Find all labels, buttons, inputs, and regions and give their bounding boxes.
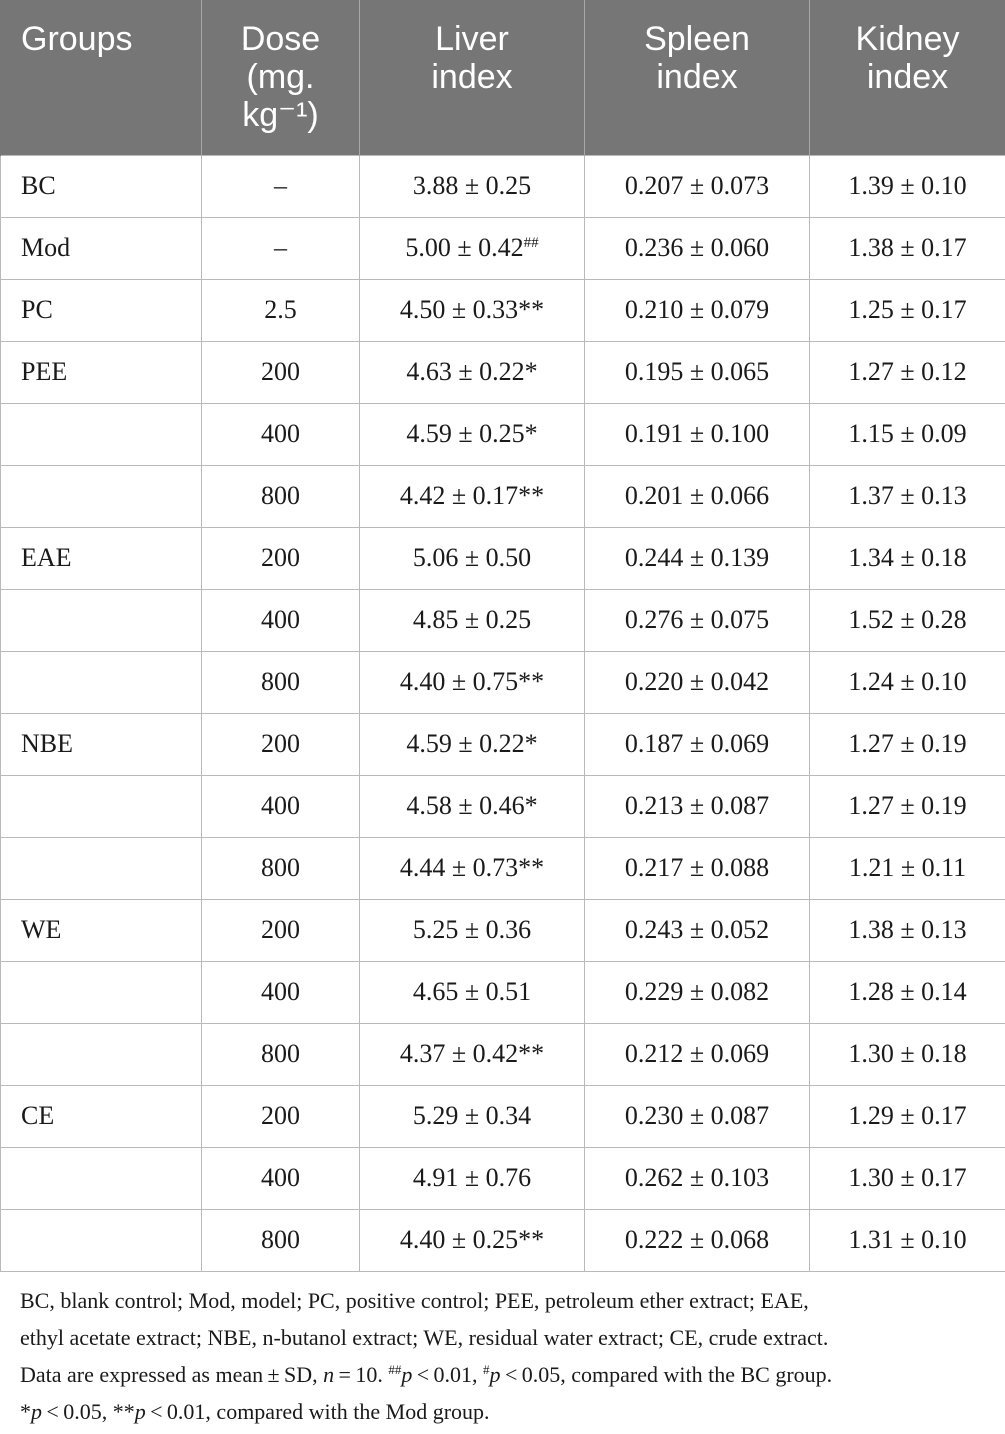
spleen-index-cell: [585, 775, 810, 837]
kidney-index-cell: [810, 837, 1005, 899]
dose-cell: [202, 651, 360, 713]
kidney-index-cell-text: 1.25 ± 0.17: [848, 295, 967, 324]
footnote-sig-text-b: < 0.05, **: [42, 1399, 135, 1424]
footnote-n-variable: n: [323, 1362, 335, 1387]
spleen-index-cell: [585, 1147, 810, 1209]
kidney-index-cell: [810, 155, 1005, 217]
group-cell: [1, 155, 202, 217]
liver-index-cell-text: 5.00 ± 0.42: [405, 233, 524, 262]
liver-index-cell: [360, 1209, 585, 1271]
liver-index-cell: [360, 899, 585, 961]
dose-cell-text: 400: [261, 1163, 300, 1192]
liver-index-cell-text: 4.40 ± 0.25**: [399, 1225, 545, 1254]
liver-index-cell: [360, 837, 585, 899]
table-footnote: [20, 1282, 995, 1430]
dose-cell: [202, 589, 360, 651]
footnote-sig-p-variable-1: p: [31, 1399, 42, 1424]
kidney-index-cell: [810, 899, 1005, 961]
dose-cell: [202, 837, 360, 899]
group-cell: [1, 1209, 202, 1271]
liver-index-cell: [360, 403, 585, 465]
spleen-index-cell-text: 0.195 ± 0.065: [624, 357, 770, 386]
group-cell: [1, 961, 202, 1023]
kidney-index-cell-text: 1.39 ± 0.10: [848, 171, 967, 200]
group-cell: [1, 899, 202, 961]
spleen-index-cell: [585, 837, 810, 899]
liver-index-cell: [360, 713, 585, 775]
footnote-sig-p-variable-2: p: [134, 1399, 146, 1424]
header-dose-line-1: Dose: [240, 20, 321, 58]
footnote-p-variable-2: p: [489, 1362, 501, 1387]
footnote-hash-symbol: #: [483, 1362, 490, 1377]
dose-cell-text: 400: [261, 977, 300, 1006]
spleen-index-cell: [585, 899, 810, 961]
kidney-index-cell: [810, 961, 1005, 1023]
liver-index-cell-text: 4.63 ± 0.22*: [406, 357, 538, 386]
dose-cell: [202, 465, 360, 527]
group-cell: [1, 465, 202, 527]
footnote-sig-text-a: *: [20, 1399, 31, 1424]
kidney-index-cell-text: 1.34 ± 0.18: [848, 543, 967, 572]
liver-index-cell: [360, 279, 585, 341]
footnote-abbreviations-line-1: BC, blank control; Mod, model; PC, positive control; PEE, petroleum ether extract; EAE,: [20, 1288, 809, 1313]
group-cell-text: Mod: [21, 233, 71, 262]
spleen-index-cell-text: 0.201 ± 0.066: [624, 481, 770, 510]
group-cell-text: PC: [21, 295, 53, 324]
liver-index-cell: [360, 527, 585, 589]
table-row: [1, 465, 1005, 527]
group-cell: [1, 651, 202, 713]
kidney-index-cell-text: 1.30 ± 0.17: [848, 1163, 967, 1192]
liver-index-cell: [360, 1023, 585, 1085]
liver-index-cell-text: 4.50 ± 0.33**: [399, 295, 545, 324]
liver-index-cell: [360, 155, 585, 217]
header-kidney-line-2: index: [866, 58, 949, 96]
kidney-index-cell: [810, 341, 1005, 403]
spleen-index-cell-text: 0.236 ± 0.060: [624, 233, 770, 262]
dose-cell: [202, 1023, 360, 1085]
dose-cell: [202, 403, 360, 465]
spleen-index-cell: [585, 465, 810, 527]
spleen-index-cell-text: 0.191 ± 0.100: [624, 419, 770, 448]
liver-index-cell: [360, 651, 585, 713]
footnote-stat-text-b: = 10.: [334, 1362, 389, 1387]
kidney-index-cell-text: 1.27 ± 0.19: [848, 729, 967, 758]
dose-cell: [202, 1209, 360, 1271]
table-row: [1, 589, 1005, 651]
kidney-index-cell-text: 1.21 ± 0.11: [848, 853, 967, 882]
liver-index-cell-text: 4.59 ± 0.25*: [406, 419, 538, 448]
dose-cell-text: 800: [261, 853, 300, 882]
spleen-index-cell-text: 0.210 ± 0.079: [624, 295, 770, 324]
dose-cell-text: 400: [261, 605, 300, 634]
liver-index-cell: [360, 341, 585, 403]
table-row: [1, 217, 1005, 279]
group-cell: [1, 837, 202, 899]
footnote-p-variable-1: p: [401, 1362, 413, 1387]
liver-index-cell: [360, 465, 585, 527]
spleen-index-cell-text: 0.220 ± 0.042: [624, 667, 770, 696]
group-cell-text: BC: [21, 171, 56, 200]
dose-cell: [202, 899, 360, 961]
dose-cell-text: 200: [261, 543, 300, 572]
kidney-index-cell: [810, 1023, 1005, 1085]
footnote-stat-text-d: < 0.05, compared with the BC group.: [500, 1362, 833, 1387]
header-dose: [202, 0, 360, 155]
footnote-stat-text-c: < 0.01,: [412, 1362, 484, 1387]
kidney-index-cell-text: 1.31 ± 0.10: [848, 1225, 967, 1254]
table-row: [1, 1147, 1005, 1209]
dose-cell-text: 800: [261, 1039, 300, 1068]
footnote-sig-text-c: < 0.01, compared with the Mod group.: [145, 1399, 490, 1424]
table-row: [1, 527, 1005, 589]
liver-index-cell: [360, 1085, 585, 1147]
liver-index-cell-text: 4.85 ± 0.25: [412, 605, 532, 634]
dose-cell-text: 200: [261, 729, 300, 758]
header-dose-line-3: kg⁻¹): [242, 96, 319, 134]
dose-cell: [202, 713, 360, 775]
kidney-index-cell-text: 1.38 ± 0.13: [848, 915, 967, 944]
kidney-index-cell-text: 1.27 ± 0.12: [848, 357, 967, 386]
spleen-index-cell-text: 0.243 ± 0.052: [624, 915, 770, 944]
header-spleen-line-2: index: [656, 58, 738, 96]
dose-cell-text: 200: [261, 1101, 300, 1130]
footnote-abbreviations-line-2: ethyl acetate extract; NBE, n-butanol extract; WE, residual water extract; CE, crude extract.: [20, 1325, 829, 1350]
spleen-index-cell-text: 0.212 ± 0.069: [624, 1039, 770, 1068]
spleen-index-cell-text: 0.229 ± 0.082: [624, 977, 770, 1006]
dose-cell: [202, 217, 360, 279]
kidney-index-cell-text: 1.52 ± 0.28: [848, 605, 967, 634]
spleen-index-cell-text: 0.213 ± 0.087: [624, 791, 770, 820]
kidney-index-cell-text: 1.27 ± 0.19: [848, 791, 967, 820]
header-kidney-index: [810, 0, 1005, 155]
group-cell: [1, 217, 202, 279]
dose-cell-text: –: [274, 171, 287, 200]
table-row: [1, 837, 1005, 899]
dose-cell-text: 400: [261, 791, 300, 820]
header-liver-line-2: index: [431, 58, 513, 96]
kidney-index-cell-text: 1.28 ± 0.14: [848, 977, 967, 1006]
dose-cell: [202, 279, 360, 341]
spleen-index-cell: [585, 403, 810, 465]
spleen-index-cell: [585, 651, 810, 713]
kidney-index-cell: [810, 403, 1005, 465]
liver-index-cell-text: 5.25 ± 0.36: [412, 915, 532, 944]
group-cell-text: NBE: [21, 729, 73, 758]
table-row: [1, 713, 1005, 775]
dose-cell-text: 800: [261, 481, 300, 510]
spleen-index-cell: [585, 341, 810, 403]
spleen-index-cell: [585, 1023, 810, 1085]
spleen-index-cell: [585, 279, 810, 341]
kidney-index-cell: [810, 279, 1005, 341]
spleen-index-cell-text: 0.230 ± 0.087: [624, 1101, 770, 1130]
table-row: [1, 1209, 1005, 1271]
dose-cell-text: 200: [261, 357, 300, 386]
group-cell: [1, 713, 202, 775]
liver-index-cell-text: 4.44 ± 0.73**: [399, 853, 545, 882]
liver-index-cell-text: 5.06 ± 0.50: [412, 543, 532, 572]
kidney-index-cell: [810, 1147, 1005, 1209]
dose-cell: [202, 961, 360, 1023]
spleen-index-cell-text: 0.244 ± 0.139: [624, 543, 770, 572]
group-cell: [1, 1085, 202, 1147]
table-row: [1, 961, 1005, 1023]
group-cell: [1, 1023, 202, 1085]
spleen-index-cell-text: 0.187 ± 0.069: [624, 729, 770, 758]
kidney-index-cell-text: 1.29 ± 0.17: [848, 1101, 967, 1130]
footnote-significance-line: [20, 1393, 995, 1430]
dose-cell-text: 800: [261, 667, 300, 696]
liver-significance-marker: ##: [523, 235, 539, 251]
group-cell: [1, 775, 202, 837]
spleen-index-cell: [585, 527, 810, 589]
kidney-index-cell: [810, 589, 1005, 651]
kidney-index-cell-text: 1.15 ± 0.09: [848, 419, 967, 448]
table-row: [1, 155, 1005, 217]
liver-index-cell-text: 4.40 ± 0.75**: [399, 667, 545, 696]
footnote-stat-text-a: Data are expressed as mean ± SD,: [20, 1362, 324, 1387]
dose-cell-text: 400: [261, 419, 300, 448]
kidney-index-cell-text: 1.30 ± 0.18: [848, 1039, 967, 1068]
liver-index-cell: [360, 1147, 585, 1209]
header-spleen-line-1: Spleen: [644, 20, 750, 58]
dose-cell: [202, 775, 360, 837]
liver-index-cell-text: 5.29 ± 0.34: [412, 1101, 532, 1130]
liver-index-cell-text: 4.91 ± 0.76: [412, 1163, 532, 1192]
dose-cell: [202, 1147, 360, 1209]
kidney-index-cell-text: 1.38 ± 0.17: [848, 233, 967, 262]
liver-index-cell-text: 4.42 ± 0.17**: [399, 481, 545, 510]
dose-cell: [202, 527, 360, 589]
kidney-index-cell: [810, 1209, 1005, 1271]
dose-cell-text: 2.5: [264, 295, 297, 324]
spleen-index-cell: [585, 1085, 810, 1147]
kidney-index-cell-text: 1.37 ± 0.13: [848, 481, 967, 510]
table-row: [1, 279, 1005, 341]
kidney-index-cell: [810, 775, 1005, 837]
header-groups-label: Groups: [21, 20, 133, 58]
group-cell: [1, 527, 202, 589]
spleen-index-cell: [585, 713, 810, 775]
header-liver-line-1: Liver: [435, 20, 509, 58]
spleen-index-cell: [585, 961, 810, 1023]
table-body: [1, 155, 1005, 1271]
dose-cell-text: –: [274, 233, 287, 262]
header-dose-line-2: (mg.: [246, 58, 315, 96]
dose-cell: [202, 155, 360, 217]
kidney-index-cell: [810, 713, 1005, 775]
dose-cell-text: 800: [261, 1225, 300, 1254]
liver-index-cell-text: 4.37 ± 0.42**: [399, 1039, 545, 1068]
spleen-index-cell-text: 0.222 ± 0.068: [624, 1225, 770, 1254]
group-cell-text: WE: [21, 915, 62, 944]
table-row: [1, 403, 1005, 465]
spleen-index-cell-text: 0.276 ± 0.075: [624, 605, 770, 634]
spleen-index-cell-text: 0.207 ± 0.073: [624, 171, 770, 200]
table-header-row: [1, 0, 1005, 155]
table-row: [1, 1023, 1005, 1085]
footnote-double-hash-symbol: ##: [388, 1362, 402, 1377]
dose-cell-text: 200: [261, 915, 300, 944]
liver-index-cell: [360, 961, 585, 1023]
table-row: [1, 899, 1005, 961]
liver-index-cell: [360, 775, 585, 837]
group-cell: [1, 1147, 202, 1209]
spleen-index-cell-text: 0.217 ± 0.088: [624, 853, 770, 882]
group-cell: [1, 403, 202, 465]
group-cell-text: CE: [21, 1101, 55, 1130]
liver-index-cell: [360, 217, 585, 279]
header-kidney-line-1: Kidney: [855, 20, 960, 58]
kidney-index-cell: [810, 527, 1005, 589]
kidney-index-cell: [810, 651, 1005, 713]
kidney-index-cell: [810, 217, 1005, 279]
header-groups: [1, 0, 202, 155]
kidney-index-cell: [810, 1085, 1005, 1147]
table-row: [1, 775, 1005, 837]
group-cell: [1, 341, 202, 403]
spleen-index-cell-text: 0.262 ± 0.103: [624, 1163, 770, 1192]
table-row: [1, 341, 1005, 403]
spleen-index-cell: [585, 155, 810, 217]
kidney-index-cell-text: 1.24 ± 0.10: [848, 667, 967, 696]
group-cell-text: EAE: [21, 543, 72, 572]
dose-cell: [202, 1085, 360, 1147]
liver-index-cell-text: 4.65 ± 0.51: [412, 977, 532, 1006]
header-spleen-index: [585, 0, 810, 155]
liver-index-cell-text: 4.58 ± 0.46*: [406, 791, 538, 820]
header-liver-index: [360, 0, 585, 155]
table-row: [1, 1085, 1005, 1147]
liver-index-cell-text: 4.59 ± 0.22*: [406, 729, 538, 758]
group-cell-text: PEE: [21, 357, 68, 386]
footnote-statistics-line: [20, 1356, 995, 1393]
liver-index-cell-text: 3.88 ± 0.25: [412, 171, 532, 200]
kidney-index-cell: [810, 465, 1005, 527]
group-cell: [1, 589, 202, 651]
group-cell: [1, 279, 202, 341]
table-row: [1, 651, 1005, 713]
liver-index-cell: [360, 589, 585, 651]
spleen-index-cell: [585, 217, 810, 279]
spleen-index-cell: [585, 589, 810, 651]
spleen-index-cell: [585, 1209, 810, 1271]
dose-cell: [202, 341, 360, 403]
